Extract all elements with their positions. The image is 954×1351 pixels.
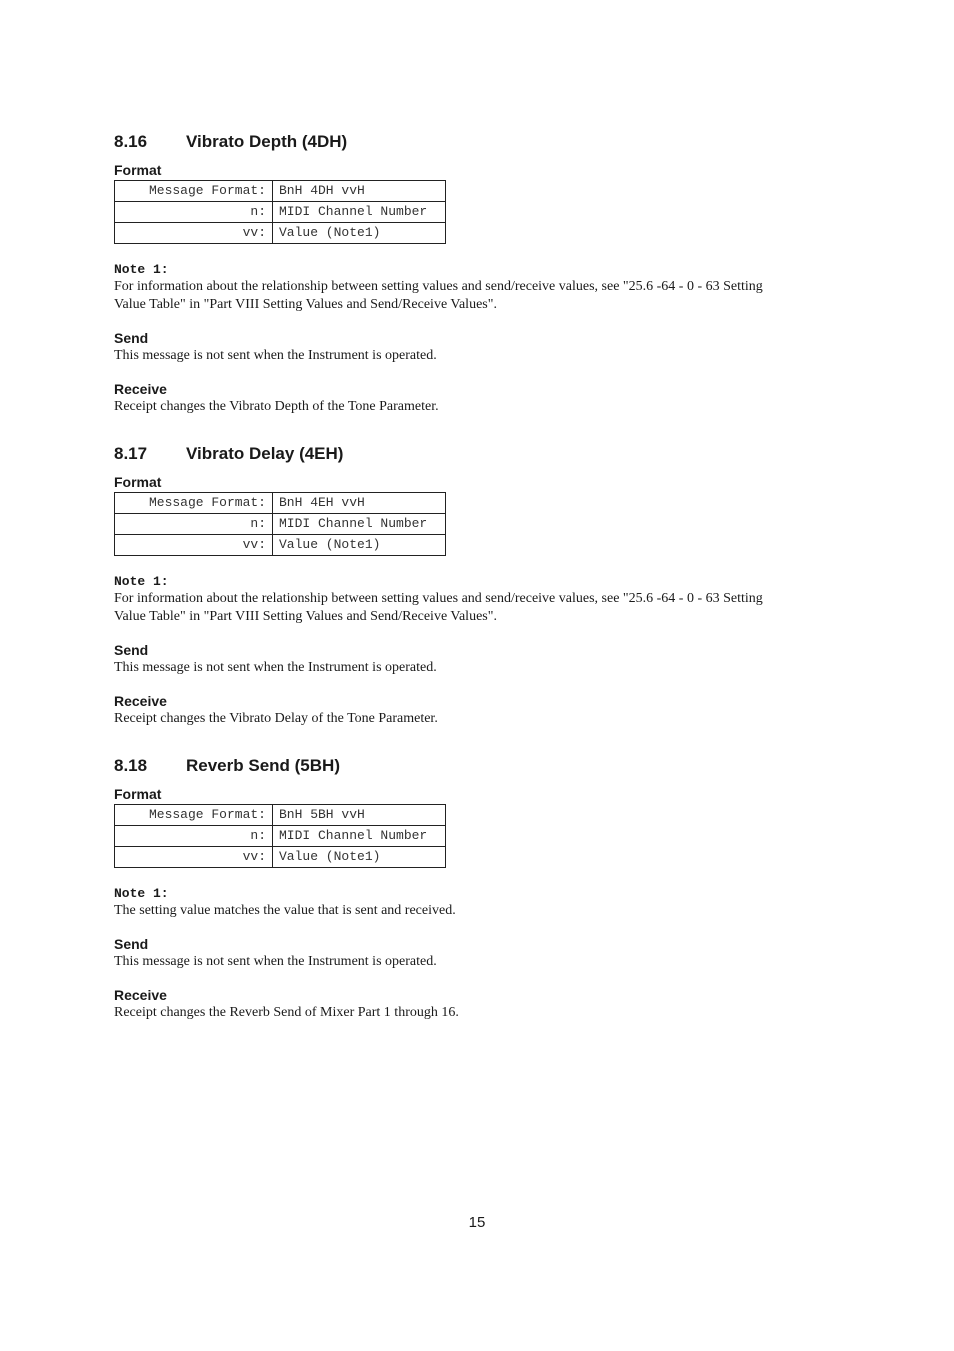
section-heading	[114, 755, 814, 777]
format-key: Message Format:	[115, 493, 273, 514]
document-page	[114, 131, 814, 1049]
section-number: 8.18	[114, 756, 148, 775]
receive-heading: Receive	[114, 987, 167, 1003]
receive-text: Receipt changes the Vibrato Delay of the Tone Parameter.	[114, 711, 438, 726]
format-table	[114, 804, 446, 868]
note-text: For information about the relationship between setting values and send/receive values, see "25.6 -64 - 0 - 63 Setting Value Table" in "Part VIII Setting Values and Send/Receive Values".	[114, 591, 763, 624]
note-text: For information about the relationship between setting values and send/receive values, see "25.6 -64 - 0 - 63 Setting Value Table" in "Part VIII Setting Values and Send/Receive Values".	[114, 279, 763, 312]
send-heading: Send	[114, 936, 149, 952]
table-row	[115, 493, 446, 514]
format-value: Value (Note1)	[273, 535, 446, 556]
format-value: BnH 4EH vvH	[273, 493, 446, 514]
section-number: 8.17	[114, 444, 148, 463]
send-heading: Send	[114, 330, 149, 346]
table-row	[115, 514, 446, 535]
format-value: BnH 4DH vvH	[273, 181, 446, 202]
format-value: MIDI Channel Number	[273, 826, 446, 847]
format-value: BnH 5BH vvH	[273, 805, 446, 826]
note-text: The setting value matches the value that is sent and received.	[114, 903, 456, 918]
table-row	[115, 826, 446, 847]
format-value: MIDI Channel Number	[273, 514, 446, 535]
send-text: This message is not sent when the Instrument is operated.	[114, 954, 437, 969]
format-key: n:	[115, 826, 273, 847]
format-table	[114, 180, 446, 244]
section-title: Vibrato Depth (4DH)	[186, 132, 348, 151]
page-number: 15	[468, 1214, 486, 1231]
table-row	[115, 181, 446, 202]
note-label: Note 1:	[114, 574, 169, 589]
note-label: Note 1:	[114, 262, 169, 277]
section-heading	[114, 443, 814, 465]
receive-text: Receipt changes the Reverb Send of Mixer Part 1 through 16.	[114, 1005, 459, 1020]
format-key: vv:	[115, 223, 273, 244]
format-heading: Format	[114, 162, 162, 178]
section-heading	[114, 131, 814, 153]
format-key: Message Format:	[115, 805, 273, 826]
section-number: 8.16	[114, 132, 148, 151]
receive-heading: Receive	[114, 693, 167, 709]
table-row	[115, 223, 446, 244]
send-heading: Send	[114, 642, 149, 658]
section-reverb-send	[114, 755, 814, 1022]
format-heading: Format	[114, 474, 162, 490]
section-vibrato-delay	[114, 443, 814, 728]
format-value: Value (Note1)	[273, 223, 446, 244]
table-row	[115, 805, 446, 826]
note-label: Note 1:	[114, 886, 169, 901]
table-row	[115, 535, 446, 556]
format-value: Value (Note1)	[273, 847, 446, 868]
format-key: Message Format:	[115, 181, 273, 202]
section-vibrato-depth	[114, 131, 814, 416]
format-table	[114, 492, 446, 556]
format-key: n:	[115, 514, 273, 535]
format-key: n:	[115, 202, 273, 223]
format-heading: Format	[114, 786, 162, 802]
table-row	[115, 847, 446, 868]
receive-text: Receipt changes the Vibrato Depth of the Tone Parameter.	[114, 399, 439, 414]
section-title: Vibrato Delay (4EH)	[186, 444, 344, 463]
format-key: vv:	[115, 535, 273, 556]
format-value: MIDI Channel Number	[273, 202, 446, 223]
send-text: This message is not sent when the Instrument is operated.	[114, 660, 437, 675]
format-key: vv:	[115, 847, 273, 868]
send-text: This message is not sent when the Instrument is operated.	[114, 348, 437, 363]
section-title: Reverb Send (5BH)	[186, 756, 340, 775]
receive-heading: Receive	[114, 381, 167, 397]
table-row	[115, 202, 446, 223]
